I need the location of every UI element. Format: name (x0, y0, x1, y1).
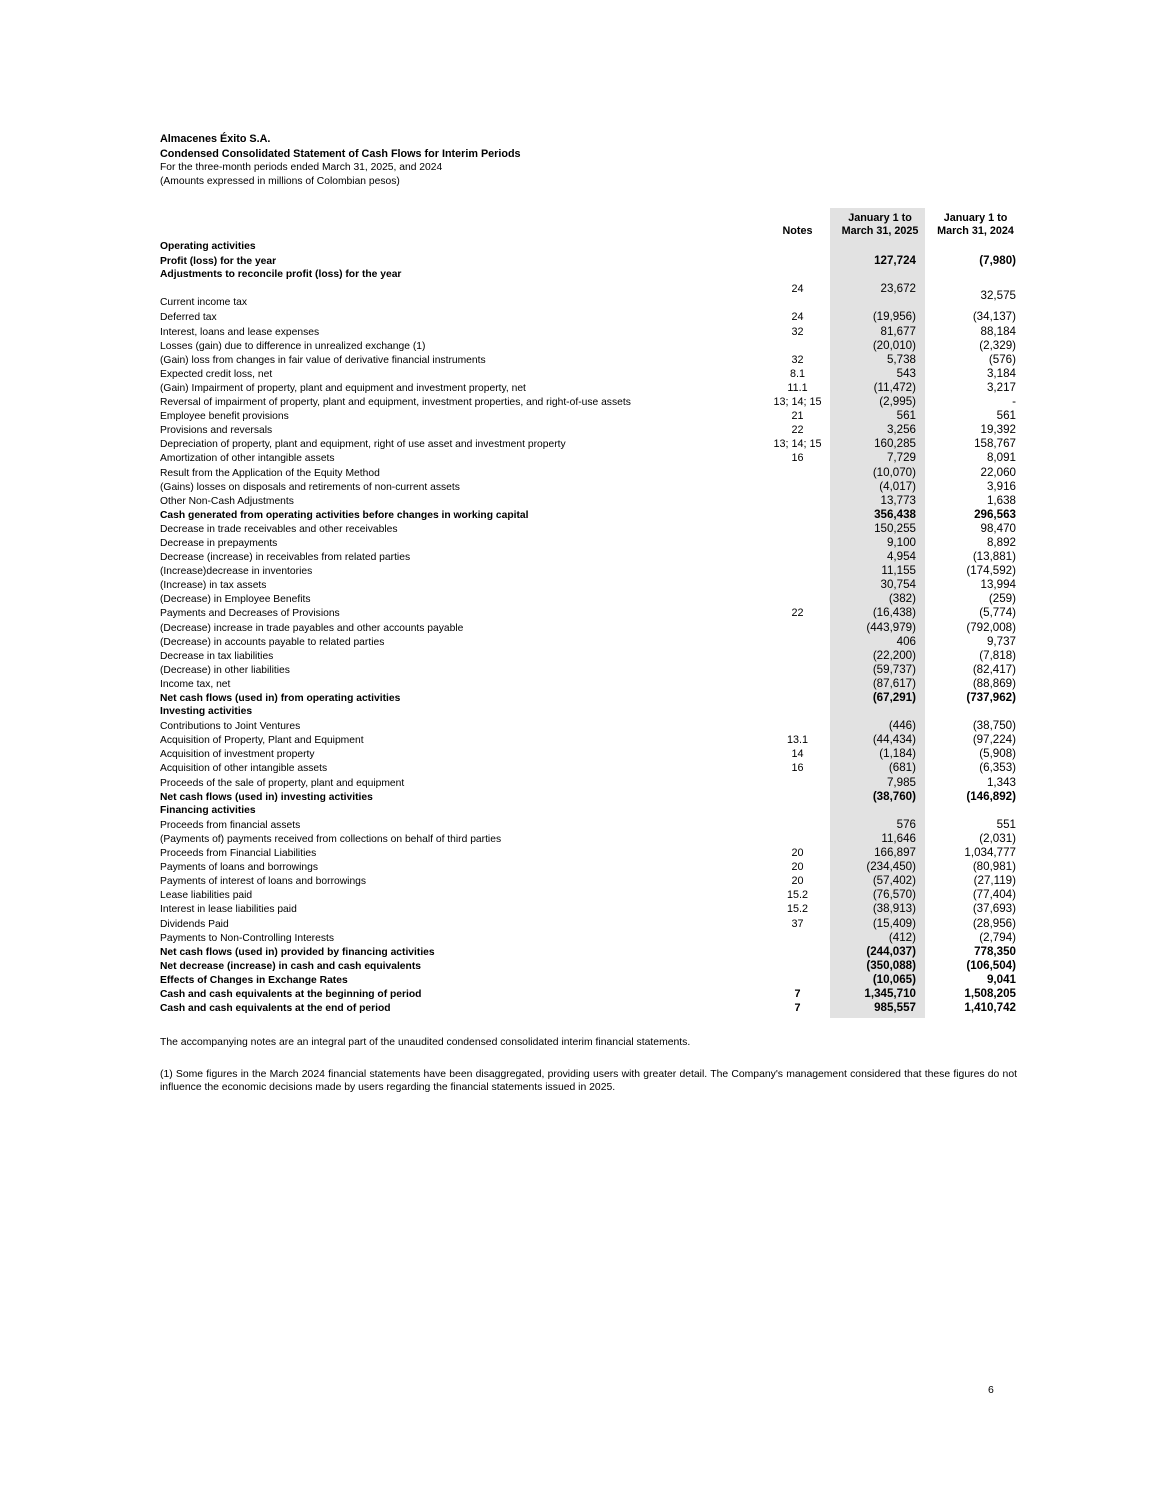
row-value-2024: (97,224) (972, 733, 1016, 747)
row-value-2024: 1,034,777 (964, 846, 1016, 860)
row-label: Net cash flows (used in) investing activities (160, 791, 373, 803)
header-period-2025 (835, 212, 925, 238)
table-row (160, 536, 1016, 550)
row-note: 24 (791, 311, 804, 324)
row-value-2025: 543 (896, 366, 916, 380)
row-label: Decrease in prepayments (160, 537, 278, 549)
table-row (160, 832, 1016, 846)
row-label: Interest in lease liabilities paid (160, 904, 297, 916)
header-period-2024-line1: January 1 to (943, 212, 1008, 225)
row-value-2025: (57,402) (872, 874, 916, 888)
row-label: (Gains) losses on disposals and retirements of non-current assets (160, 481, 460, 493)
row-value-2025: (44,434) (872, 733, 916, 747)
row-label: Proceeds of the sale of property, plant and equipment (160, 777, 405, 789)
row-value-2024: (27,119) (973, 874, 1016, 888)
row-note: 21 (791, 410, 804, 423)
row-value-2025: 160,285 (874, 437, 916, 451)
row-label: Adjustments to reconcile profit (loss) for the year (160, 269, 402, 281)
table-row (160, 381, 1016, 395)
table-row (160, 973, 1016, 987)
row-value-2024: 8,091 (986, 451, 1016, 465)
row-value-2024: (5,908) (979, 747, 1016, 761)
row-value-2025: 406 (896, 634, 916, 648)
table-row (160, 451, 1016, 465)
row-value-2025: (2,995) (879, 395, 916, 409)
table-row (160, 254, 1016, 268)
row-note: 24 (791, 283, 804, 296)
row-label: Employee benefit provisions (160, 411, 289, 423)
row-value-2024: 19,392 (980, 423, 1016, 437)
table-row (160, 987, 1016, 1001)
row-value-2024: (7,980) (979, 254, 1016, 268)
row-value-2024: 1,638 (986, 493, 1016, 507)
table-row (160, 691, 1016, 705)
row-value-2025: 11,646 (881, 831, 916, 845)
row-note: 13.1 (786, 734, 808, 747)
row-value-2025: (244,037) (866, 944, 916, 958)
row-label: Acquisition of Property, Plant and Equipment (160, 735, 364, 747)
cash-flow-table (160, 207, 1016, 1015)
header-notes: Notes (782, 225, 813, 238)
row-label: Deferred tax (160, 312, 217, 324)
row-value-2024: 8,892 (986, 535, 1016, 549)
row-value-2025: (59,737) (872, 662, 916, 676)
row-label: Decrease (increase) in receivables from related parties (160, 552, 411, 564)
header-period-2025-line2: March 31, 2025 (841, 225, 919, 238)
row-note: 13; 14; 15 (773, 438, 822, 451)
row-note: 16 (791, 762, 804, 775)
row-value-2024: (13,881) (972, 550, 1016, 564)
row-note: 14 (791, 748, 804, 761)
table-row (160, 564, 1016, 578)
accompanying-notes-line: The accompanying notes are an integral part of the unaudited condensed consolidated interim financial statements. (160, 1037, 691, 1048)
row-label: Payments of loans and borrowings (160, 862, 318, 874)
statement-period: For the three-month periods ended March 31, 2025, and 2024 (160, 162, 443, 173)
row-value-2024: (82,417) (972, 662, 1016, 676)
row-value-2025: 985,557 (874, 1001, 916, 1015)
row-note: 16 (791, 452, 804, 465)
row-value-2025: (350,088) (866, 958, 916, 972)
row-label: (Increase) in tax assets (160, 580, 267, 592)
table-row (160, 733, 1016, 747)
row-label: Payments to Non-Controlling Interests (160, 932, 334, 944)
row-value-2024: 296,563 (974, 507, 1016, 521)
table-row (160, 804, 1016, 818)
row-label: Financing activities (160, 804, 256, 816)
row-label: Acquisition of other intangible assets (160, 763, 328, 775)
footer-notes (160, 1036, 1017, 1095)
table-row (160, 776, 1016, 790)
row-value-2025: (67,291) (872, 691, 916, 704)
table-row (160, 480, 1016, 494)
row-note: 20 (791, 847, 804, 860)
row-label: (Decrease) in other liabilities (160, 664, 290, 676)
row-label: Proceeds from financial assets (160, 819, 301, 831)
row-value-2024: (106,504) (966, 958, 1016, 972)
row-value-2024: 32,575 (980, 289, 1016, 303)
row-value-2025: (16,438) (872, 606, 916, 620)
row-value-2025: 13,773 (880, 493, 916, 507)
row-value-2024: (259) (988, 592, 1016, 606)
row-label: Proceeds from Financial Liabilities (160, 848, 317, 860)
row-value-2025: (19,956) (872, 310, 916, 324)
row-label: (Increase)decrease in inventories (160, 566, 313, 578)
table-row (160, 902, 1016, 916)
row-label: Reversal of impairment of property, plant and equipment, investment properties, and right-of-use assets (160, 397, 631, 409)
table-row (160, 310, 1016, 324)
table-row (160, 959, 1016, 973)
row-value-2024: 3,217 (986, 380, 1016, 394)
row-note: 15.2 (786, 903, 808, 916)
row-value-2024: 1,508,205 (964, 986, 1016, 1000)
row-label: Decrease in tax liabilities (160, 650, 274, 662)
table-row (160, 677, 1016, 691)
row-label: Result from the Application of the Equity Method (160, 467, 380, 479)
table-row (160, 508, 1016, 522)
row-value-2024: (2,329) (979, 338, 1016, 352)
row-value-2024: (88,869) (972, 676, 1016, 690)
row-value-2025: (10,065) (872, 972, 916, 986)
row-label: Investing activities (160, 706, 253, 718)
row-value-2024: 1,410,742 (964, 1001, 1016, 1015)
table-row (160, 621, 1016, 635)
table-header-row (160, 207, 1016, 240)
table-row (160, 367, 1016, 381)
row-value-2025: 23,672 (880, 282, 916, 296)
row-value-2024: 551 (996, 817, 1016, 831)
header-period-2025-line1: January 1 to (848, 212, 912, 225)
table-row (160, 649, 1016, 663)
row-value-2024: (28,956) (972, 916, 1016, 930)
table-row (160, 846, 1016, 860)
row-label: Acquisition of investment property (160, 749, 315, 761)
row-value-2024: (80,981) (972, 860, 1016, 874)
row-label: Contributions to Joint Ventures (160, 721, 301, 733)
row-label: Cash generated from operating activities before changes in working capital (160, 509, 529, 521)
table-row (160, 1001, 1016, 1015)
row-label: Payments of interest of loans and borrowings (160, 876, 367, 888)
row-value-2025: 81,677 (880, 324, 916, 338)
row-label: Decrease in trade receivables and other receivables (160, 523, 398, 535)
row-value-2025: 7,729 (886, 451, 916, 465)
row-value-2025: 166,897 (874, 846, 916, 860)
row-value-2025: (234,450) (866, 860, 916, 874)
row-value-2024: 778,350 (974, 944, 1016, 958)
row-value-2025: 30,754 (880, 578, 916, 592)
statement-title: Condensed Consolidated Statement of Cash Flows for Interim Periods (160, 147, 521, 160)
row-label: Net cash flows (used in) provided by financing activities (160, 946, 435, 958)
row-value-2025: 3,256 (886, 423, 916, 437)
row-label: Net cash flows (used in) from operating activities (160, 693, 401, 704)
row-value-2025: 5,738 (886, 352, 916, 366)
row-label: Depreciation of property, plant and equipment, right of use asset and investment property (160, 439, 566, 451)
table-row (160, 874, 1016, 888)
table-row (160, 423, 1016, 437)
table-row (160, 917, 1016, 931)
table-row (160, 790, 1016, 804)
row-value-2025: (4,017) (879, 479, 916, 493)
row-value-2024: 1,343 (986, 775, 1016, 789)
row-value-2025: 150,255 (874, 521, 916, 535)
page-number: 6 (988, 1384, 994, 1396)
units-note: (Amounts expressed in millions of Colombian pesos) (160, 175, 400, 187)
row-label: Cash and cash equivalents at the beginning of period (160, 988, 422, 1000)
row-label: Current income tax (160, 297, 247, 309)
table-row (160, 296, 1016, 310)
row-value-2025: (38,913) (872, 902, 916, 916)
header-period-2024-line2: March 31, 2024 (937, 225, 1014, 238)
row-value-2025: 1,345,710 (864, 986, 916, 1000)
table-row (160, 578, 1016, 592)
row-value-2024: 88,184 (980, 324, 1016, 338)
row-value-2024: (5,774) (979, 606, 1016, 620)
table-row (160, 719, 1016, 733)
row-value-2024: 3,184 (986, 366, 1016, 380)
row-value-2025: (20,010) (872, 338, 916, 352)
table-row (160, 522, 1016, 536)
row-value-2024: (7,818) (979, 648, 1016, 662)
company-name: Almacenes Éxito S.A. (160, 133, 271, 145)
table-row (160, 325, 1016, 339)
table-row (160, 663, 1016, 677)
table-row (160, 466, 1016, 480)
row-value-2025: (10,070) (872, 465, 916, 479)
row-value-2024: - (1012, 395, 1016, 409)
row-label: Expected credit loss, net (160, 368, 273, 380)
row-note: 7 (794, 987, 801, 1000)
row-value-2025: (87,617) (872, 676, 916, 690)
row-label: (Decrease) in accounts payable to related parties (160, 636, 385, 648)
row-label: Effects of Changes in Exchange Rates (160, 974, 348, 986)
table-row (160, 931, 1016, 945)
row-label: Payments and Decreases of Provisions (160, 608, 340, 620)
table-row (160, 437, 1016, 451)
table-row (160, 268, 1016, 282)
row-label: Operating activities (160, 241, 256, 252)
row-note: 8.1 (789, 367, 805, 380)
row-value-2024: 9,041 (986, 972, 1016, 986)
row-value-2025: (38,760) (872, 789, 916, 803)
table-row (160, 240, 1016, 254)
row-label: (Decrease) in Employee Benefits (160, 594, 311, 606)
row-value-2024: (146,892) (966, 789, 1016, 803)
row-label: Other Non-Cash Adjustments (160, 495, 294, 507)
table-row (160, 818, 1016, 832)
table-row (160, 395, 1016, 409)
row-note: 20 (791, 861, 804, 874)
row-value-2024: 22,060 (980, 465, 1016, 479)
row-value-2024: (576) (988, 352, 1016, 366)
row-value-2024: 9,737 (986, 634, 1016, 648)
row-label: Dividends Paid (160, 918, 229, 930)
row-value-2025: (1,184) (879, 747, 916, 761)
footnote-1: (1) Some figures in the March 2024 financial statements have been disaggregated, providing users with greater detail. The Company's management considered that these figures do not influence the economic decisions made by users regarding the financial statements issued in 2025. (160, 1068, 1017, 1094)
row-label: Income tax, net (160, 678, 231, 690)
table-row (160, 353, 1016, 367)
row-value-2025: 4,954 (886, 550, 916, 564)
header-period-2024 (925, 212, 1016, 238)
row-value-2025: (412) (888, 930, 916, 944)
table-row (160, 945, 1016, 959)
table-row (160, 550, 1016, 564)
row-value-2024: (2,794) (979, 930, 1016, 944)
table-row (160, 606, 1016, 620)
table-row (160, 409, 1016, 423)
row-value-2025: (382) (888, 592, 916, 606)
row-label: Provisions and reversals (160, 425, 273, 437)
row-value-2025: 576 (896, 817, 916, 831)
row-label: Losses (gain) due to difference in unrealized exchange (1) (160, 340, 426, 352)
row-value-2025: (11,472) (873, 380, 916, 394)
row-value-2025: (22,200) (872, 648, 916, 662)
table-row (160, 860, 1016, 874)
row-note: 22 (791, 424, 804, 437)
table-row (160, 592, 1016, 606)
row-note: 32 (791, 325, 804, 338)
row-value-2025: (446) (888, 719, 916, 733)
row-value-2025: (681) (888, 761, 916, 775)
row-label: Amortization of other intangible assets (160, 453, 335, 465)
table-row (160, 761, 1016, 775)
row-value-2024: (2,031) (979, 831, 1016, 845)
table-row (160, 888, 1016, 902)
row-value-2025: 356,438 (874, 507, 916, 521)
row-value-2025: 127,724 (874, 254, 916, 268)
row-value-2024: (38,750) (972, 719, 1016, 733)
row-label: Interest, loans and lease expenses (160, 326, 320, 338)
table-rows (160, 240, 1016, 1015)
row-value-2024: (77,404) (972, 888, 1016, 902)
document-header (160, 132, 521, 189)
row-value-2024: 158,767 (974, 437, 1016, 451)
table-row (160, 635, 1016, 649)
row-label: Profit (loss) for the year (160, 256, 277, 268)
row-note: 32 (791, 353, 804, 366)
row-label: Cash and cash equivalents at the end of period (160, 1003, 391, 1015)
row-value-2024: 13,994 (980, 578, 1016, 592)
row-value-2024: 561 (996, 409, 1016, 423)
row-note: 22 (791, 607, 804, 620)
row-label: Lease liabilities paid (160, 890, 253, 902)
row-value-2024: (174,592) (966, 564, 1016, 578)
row-value-2024: (37,693) (972, 902, 1016, 916)
row-value-2024: (737,962) (966, 691, 1016, 704)
row-value-2025: 7,985 (886, 775, 916, 789)
row-value-2024: (6,353) (979, 761, 1016, 775)
row-value-2025: 11,155 (881, 564, 916, 578)
row-value-2024: (792,008) (966, 620, 1016, 634)
row-note: 7 (794, 1002, 801, 1015)
row-label: (Gain) loss from changes in fair value of derivative financial instruments (160, 354, 486, 366)
row-value-2024: (34,137) (972, 310, 1016, 324)
table-row (160, 339, 1016, 353)
row-note: 37 (791, 917, 804, 930)
row-value-2024: 98,470 (980, 521, 1016, 535)
row-note: 15.2 (786, 889, 808, 902)
row-note: 13; 14; 15 (773, 396, 822, 409)
table-row (160, 705, 1016, 719)
row-label: Net decrease (increase) in cash and cash equivalents (160, 960, 421, 972)
table-row (160, 747, 1016, 761)
table-row (160, 494, 1016, 508)
row-label: (Gain) Impairment of property, plant and equipment and investment property, net (160, 382, 526, 394)
row-value-2024: 3,916 (986, 479, 1016, 493)
row-value-2025: 561 (896, 409, 916, 423)
row-label: (Decrease) increase in trade payables and other accounts payable (160, 622, 464, 634)
row-value-2025: 9,100 (886, 535, 916, 549)
row-note: 20 (791, 875, 804, 888)
row-value-2025: (76,570) (872, 888, 916, 902)
row-label: (Payments of) payments received from collections on behalf of third parties (160, 833, 502, 845)
row-value-2025: (15,409) (872, 916, 916, 930)
row-value-2025: (443,979) (866, 620, 916, 634)
row-note: 11.1 (787, 381, 808, 394)
